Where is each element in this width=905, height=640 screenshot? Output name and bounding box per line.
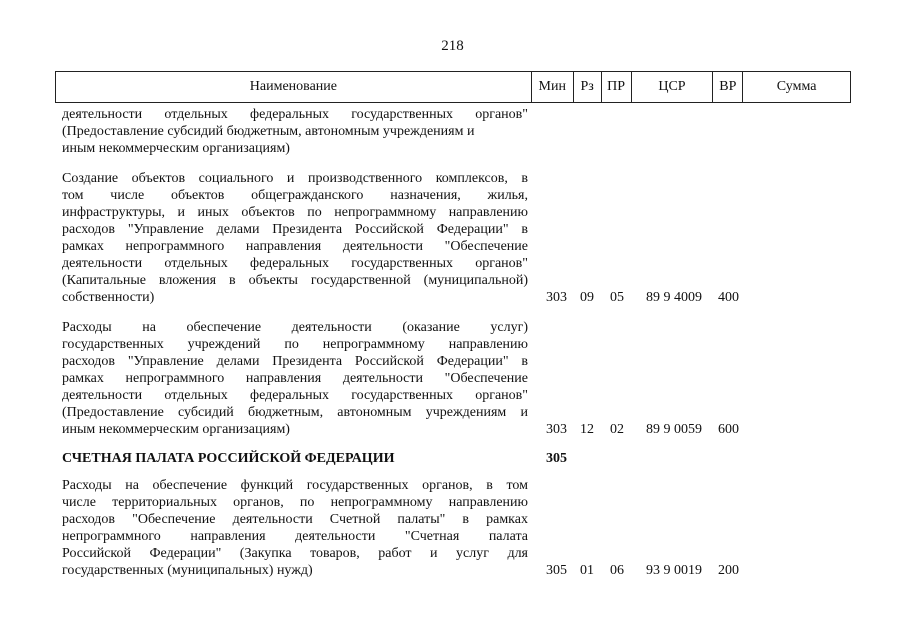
row-name-line: иным некоммерческим организациям) — [62, 422, 290, 437]
cell-rz: 09 — [580, 290, 594, 305]
row-name-line: инфраструктуры, и иных объектов по непрограммному направлению — [62, 205, 528, 220]
cell-vr: 400 — [718, 290, 739, 305]
page-number: 218 — [441, 38, 464, 54]
row-name-line: рамках непрограммного направления деятельности "Обеспечение — [62, 371, 528, 386]
section-heading-text: СЧЕТНАЯ ПАЛАТА РОССИЙСКОЙ ФЕДЕРАЦИИ — [62, 451, 395, 466]
row-name — [62, 319, 528, 438]
row-name-line: государственных учреждений по непрограммному направлению — [62, 337, 528, 352]
cell-pr: 05 — [610, 290, 624, 305]
row-name-line: деятельности отдельных федеральных государственных органов" — [62, 107, 528, 122]
row-name-line: Расходы на обеспечение функций государственных органов, в том — [62, 478, 528, 493]
cell-min: 303 — [546, 290, 567, 305]
cell-vr: 200 — [718, 563, 739, 578]
row-name-line: Создание объектов социального и производственного комплексов, в — [62, 171, 528, 186]
cell-csr: 93 9 0019 — [646, 563, 702, 578]
header-min: Мин — [531, 72, 573, 102]
cell-min: 305 — [546, 451, 567, 466]
row-name-line: расходов "Управление делами Президента Российской Федерации" в — [62, 222, 528, 237]
row-name — [62, 106, 528, 157]
cell-vr: 600 — [718, 422, 739, 437]
row-name-line: иным некоммерческим организациям) — [62, 141, 290, 156]
cell-csr: 89 9 0059 — [646, 422, 702, 437]
row-name-line: деятельности отдельных федеральных государственных органов" — [62, 256, 528, 271]
row-name-line: Расходы на обеспечение деятельности (оказание услуг) — [62, 320, 528, 335]
cell-csr: 89 9 4009 — [646, 290, 702, 305]
row-name — [62, 170, 528, 306]
header-rz: Рз — [573, 72, 601, 102]
section-heading — [62, 450, 528, 467]
row-name-line: государственных (муниципальных) нужд) — [62, 563, 313, 578]
row-name-line: расходов "Обеспечение деятельности Счетной палаты" в рамках — [62, 512, 528, 527]
header-csr: ЦСР — [631, 72, 713, 102]
header-vr: ВР — [712, 72, 742, 102]
row-name-line: деятельности отдельных федеральных государственных органов" — [62, 388, 528, 403]
cell-rz: 12 — [580, 422, 594, 437]
cell-rz: 01 — [580, 563, 594, 578]
row-name-line: Российской Федерации" (Закупка товаров, работ и услуг для — [62, 546, 528, 561]
header-name: Наименование — [249, 79, 338, 94]
cell-pr: 02 — [610, 422, 624, 437]
cell-min: 305 — [546, 563, 567, 578]
row-name-line: том числе объектов общегражданского назначения, жилья, — [62, 188, 528, 203]
header-pr: ПР — [601, 72, 631, 102]
cell-min: 303 — [546, 422, 567, 437]
row-name-line: собственности) — [62, 290, 155, 305]
row-name-line: (Предоставление субсидий бюджетным, автономным учреждениям и — [62, 405, 528, 420]
row-name-line: числе территориальных органов, по непрограммному направлению — [62, 495, 528, 510]
table-header — [55, 71, 851, 103]
row-name-line: (Предоставление субсидий бюджетным, автономным учреждениям и — [62, 124, 475, 139]
cell-pr: 06 — [610, 563, 624, 578]
row-name-line: непрограммного направления деятельности "Счетная палата — [62, 529, 528, 544]
row-name — [62, 477, 528, 579]
row-name-line: (Капитальные вложения в объекты государственной (муниципальной) — [62, 273, 528, 288]
row-name-line: рамках непрограммного направления деятельности "Обеспечение — [62, 239, 528, 254]
row-name-line: расходов "Управление делами Президента Российской Федерации" в — [62, 354, 528, 369]
header-sum: Сумма — [742, 72, 850, 102]
